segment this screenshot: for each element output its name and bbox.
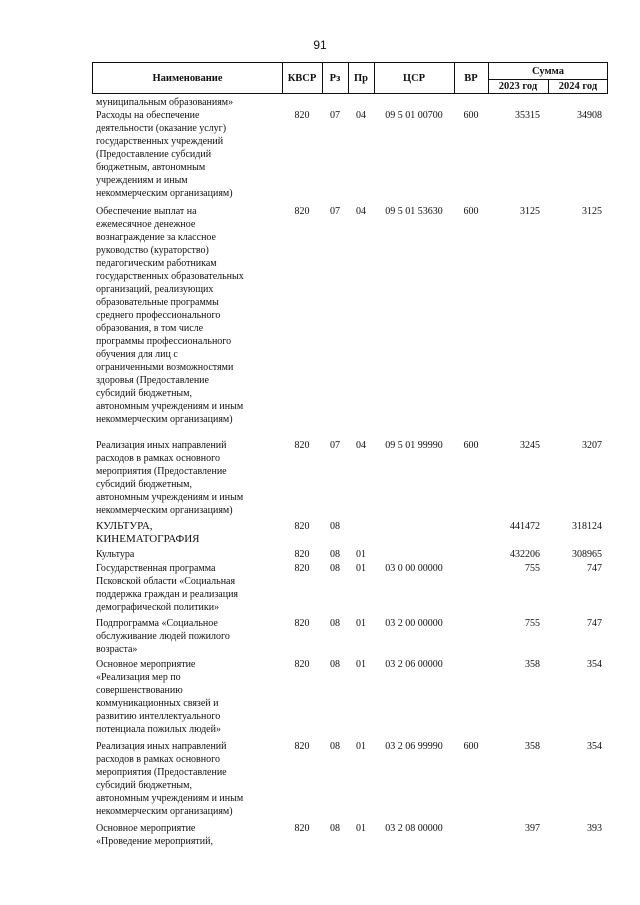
header-year-2023: 2023 год (498, 80, 538, 92)
row-sum-2024: 354 (587, 659, 602, 670)
row-csr: 09 5 01 99990 (385, 440, 443, 451)
row-pr: 04 (356, 110, 366, 121)
row-name: Реализация иных направлений расходов в рамках основного мероприятия (Предоставление субсидий бюджетным, автономным учреждениям и иным некоммерческим организациям) (96, 440, 244, 516)
header-vr: ВР (464, 72, 478, 84)
row-vr: 600 (463, 741, 479, 752)
row-vr: 600 (463, 206, 479, 217)
header-pr: Пр (353, 72, 368, 84)
row-csr: 03 2 00 00000 (385, 618, 443, 629)
row-rz: 07 (330, 110, 340, 121)
row-kvsr: 820 (294, 440, 310, 451)
row-rz: 08 (330, 741, 340, 752)
row-rz: 07 (330, 440, 340, 451)
row-pr: 01 (356, 659, 366, 670)
row-name: Государственная программа Псковской области «Социальная поддержка граждан и реализация демографической политики» (96, 563, 239, 613)
row-rz: 08 (330, 618, 340, 629)
row-name: Основное мероприятие «Проведение мероприятий, (96, 823, 214, 847)
row-sum-2024: 747 (587, 563, 602, 574)
row-name: Основное мероприятие «Реализация мер по совершенствованию коммуникационных связей и развитию интеллектуального потенциала пожилых людей» (96, 659, 221, 735)
row-sum-2023: 432206 (510, 549, 540, 560)
row-pr: 01 (356, 563, 366, 574)
row-pr: 01 (356, 549, 366, 560)
row-kvsr: 820 (294, 741, 310, 752)
row-rz: 08 (330, 521, 340, 532)
row-kvsr: 820 (294, 618, 310, 629)
header-name: Наименование (152, 72, 223, 84)
row-sum-2023: 3125 (520, 206, 540, 217)
row-pr: 04 (356, 206, 366, 217)
row-sum-2024: 3125 (582, 206, 602, 217)
row-csr: 03 2 06 99990 (385, 741, 443, 752)
row-rz: 08 (330, 823, 340, 834)
row-rz: 08 (330, 659, 340, 670)
row-kvsr: 820 (294, 110, 310, 121)
row-sum-2023: 3245 (520, 440, 540, 451)
row-rz: 07 (330, 206, 340, 217)
row-kvsr: 820 (294, 563, 310, 574)
row-sum-2023: 358 (525, 741, 540, 752)
row-sum-2023: 358 (525, 659, 540, 670)
row-sum-2023: 35315 (515, 110, 540, 121)
row-sum-2023: 441472 (510, 521, 540, 532)
row-sum-2024: 34908 (577, 110, 602, 121)
row-vr: 600 (463, 440, 479, 451)
row-sum-2024: 3207 (582, 440, 602, 451)
row-name: муниципальным образованиям» (96, 97, 234, 108)
row-name: Подпрограмма «Социальное обслуживание людей пожилого возраста» (96, 618, 230, 655)
row-sum-2024: 318124 (572, 521, 602, 532)
row-rz: 08 (330, 549, 340, 560)
header-csr: ЦСР (402, 72, 426, 84)
row-sum-2024: 747 (587, 618, 602, 629)
row-rz: 08 (330, 563, 340, 574)
row-csr: 09 5 01 00700 (385, 110, 443, 121)
row-pr: 04 (356, 440, 366, 451)
row-kvsr: 820 (294, 521, 310, 532)
row-sum-2024: 308965 (572, 549, 602, 560)
row-sum-2023: 755 (525, 563, 540, 574)
row-kvsr: 820 (294, 823, 310, 834)
row-csr: 03 0 00 00000 (385, 563, 443, 574)
row-kvsr: 820 (294, 549, 310, 560)
row-sum-2024: 393 (587, 823, 602, 834)
row-sum-2024: 354 (587, 741, 602, 752)
row-name: Культура (96, 549, 135, 560)
header-year-2024: 2024 год (558, 80, 598, 92)
row-pr: 01 (356, 741, 366, 752)
row-name: КУЛЬТУРА, КИНЕМАТОГРАФИЯ (96, 520, 200, 545)
header-rz: Рз (329, 72, 341, 84)
row-name: Обеспечение выплат на ежемесячное денежное вознаграждение за классное руководство (кураторство) педагогическим работникам государственных образовательных организаций, реализующих образовательные программы среднего профессионального образования, в том числе программы профессионального обучения для лиц с ограниченными возможностями здоровья (Предоставление субсидий бюджетным, автономным учреждениям и иным некоммерческим организациям) (96, 206, 244, 425)
row-pr: 01 (356, 823, 366, 834)
header-sum: Сумма (532, 65, 564, 77)
row-vr: 600 (463, 110, 479, 121)
row-csr: 03 2 08 00000 (385, 823, 443, 834)
row-kvsr: 820 (294, 659, 310, 670)
row-name: Расходы на обеспечение деятельности (оказание услуг) государственных учреждений (Предоставление субсидий бюджетным, автономным учреждениям и иным некоммерческим организациям) (96, 110, 233, 199)
row-kvsr: 820 (294, 206, 310, 217)
row-name: Реализация иных направлений расходов в рамках основного мероприятия (Предоставление субсидий бюджетным, автономным учреждениям и иным некоммерческим организациям) (96, 741, 244, 817)
row-csr: 09 5 01 53630 (385, 206, 443, 217)
row-csr: 03 2 06 00000 (385, 659, 443, 670)
table-header (92, 62, 608, 94)
row-sum-2023: 397 (525, 823, 540, 834)
header-kvsr: КВСР (287, 72, 317, 84)
row-sum-2023: 755 (525, 618, 540, 629)
page-number: 91 (313, 38, 327, 52)
row-pr: 01 (356, 618, 366, 629)
